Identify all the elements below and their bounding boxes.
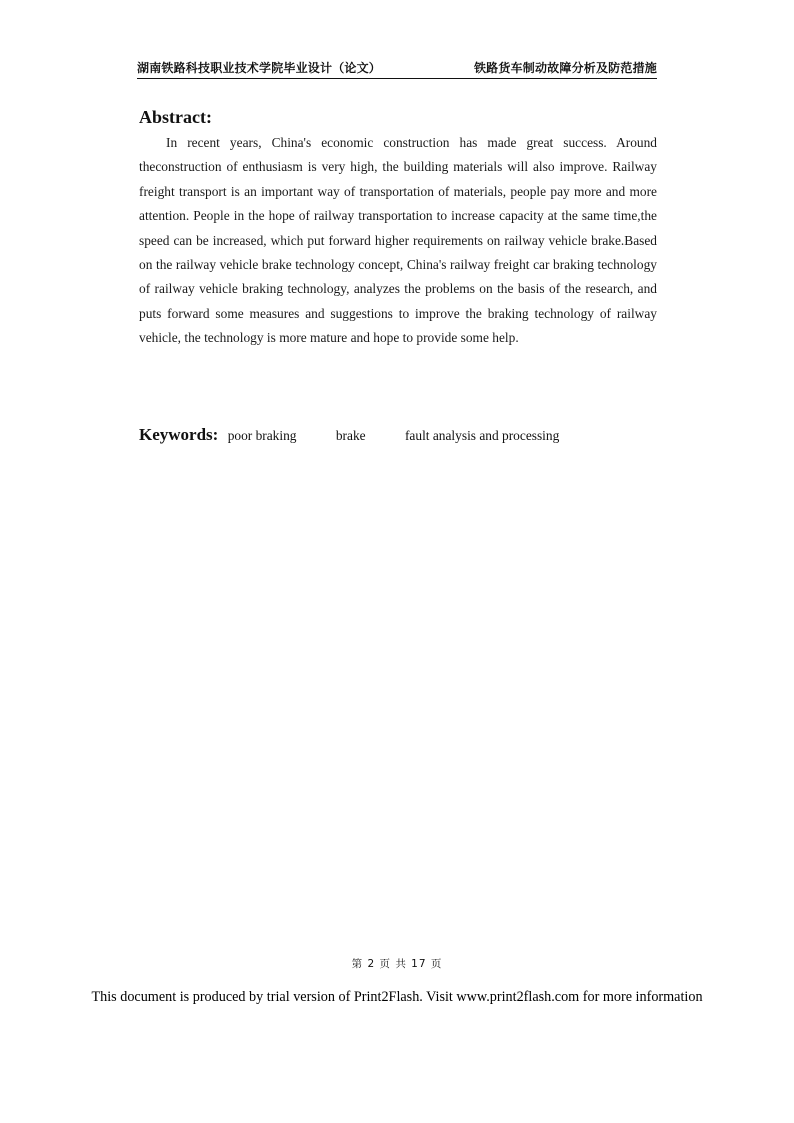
keywords-line — [139, 423, 589, 448]
page-header — [137, 60, 657, 79]
page-number: 第 2 页 共 17 页 — [351, 958, 443, 970]
keyword-item: fault analysis and processing — [404, 428, 560, 443]
abstract-heading: Abstract: — [139, 107, 212, 127]
keyword-item: brake — [335, 428, 366, 443]
keywords-label: Keywords: — [139, 425, 219, 444]
abstract-body: In recent years, China's economic construction has made great success. Around theconstruction of enthusiasm is very high, the building materials will also improve. Railway freight transport is an important way of transportation of materials, people pay more and more attention. People in the hope of railway transportation to increase capacity at the same time,the speed can be increased, which put forward higher requirements on railway vehicle brake.Based on the railway vehicle brake technology concept, China's railway freight car braking technology of railway vehicle braking technology, analyzes the problems on the basis of the research, and puts forward some measures and suggestions to improve the braking technology of railway vehicle, the technology is more mature and hope to provide some help. — [139, 135, 657, 346]
trial-notice: This document is produced by trial version of Print2Flash. Visit www.print2flash.com for more information — [91, 989, 703, 1005]
header-thesis-title: 铁路货车制动故障分析及防范措施 — [473, 61, 657, 75]
header-institution: 湖南铁路科技职业技术学院毕业设计（论文） — [137, 61, 382, 75]
keyword-item: poor braking — [227, 428, 297, 443]
